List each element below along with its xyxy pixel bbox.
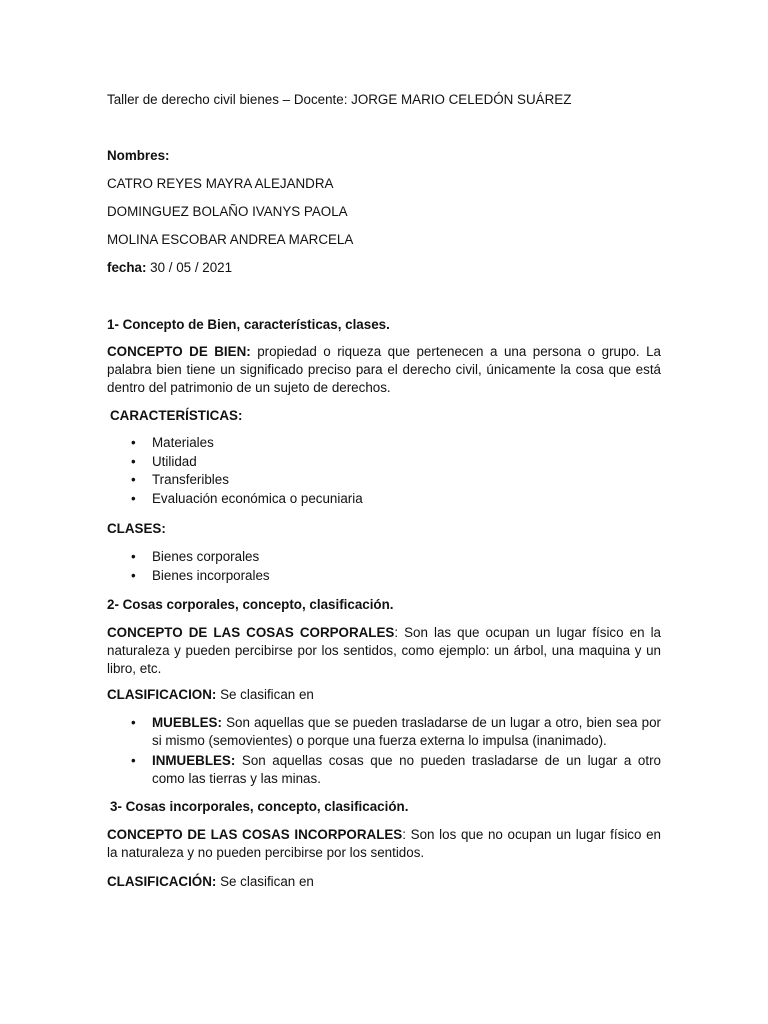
corporales-concept-paragraph bbox=[107, 624, 661, 678]
corporales-classification-list bbox=[107, 714, 661, 788]
classification-label: CLASIFICACION: bbox=[107, 687, 217, 702]
student-name-1: CATRO REYES MAYRA ALEJANDRA bbox=[107, 176, 334, 191]
bien-concept-label: CONCEPTO DE BIEN: bbox=[107, 344, 251, 359]
classification-text: Se clasifican en bbox=[216, 874, 314, 889]
classification-line-incorporales bbox=[107, 873, 314, 891]
characteristics-label: CARACTERÍSTICAS: bbox=[110, 408, 243, 423]
incorporales-concept-label: CONCEPTO DE LAS COSAS INCORPORALES bbox=[107, 827, 403, 842]
date-label: fecha: bbox=[107, 260, 147, 275]
bien-concept-text: propiedad o riqueza que pertenecen a una persona o grupo. La palabra bien tiene un significado preciso para el derecho civil, únicamente la cosa que está dentro del patrimonio de un sujeto de derechos. bbox=[107, 344, 661, 395]
document-header: Taller de derecho civil bienes – Docente: JORGE MARIO CELEDÓN SUÁREZ bbox=[107, 92, 572, 107]
bullet-icon: • bbox=[131, 549, 136, 564]
classes-list bbox=[107, 548, 661, 585]
student-name-2: DOMINGUEZ BOLAÑO IVANYS PAOLA bbox=[107, 204, 348, 219]
bullet-icon: • bbox=[131, 753, 136, 768]
corporales-concept-label: CONCEPTO DE LAS COSAS CORPORALES bbox=[107, 625, 395, 640]
bullet-icon: • bbox=[131, 715, 136, 730]
names-label: Nombres: bbox=[107, 148, 170, 163]
student-name-3: MOLINA ESCOBAR ANDREA MARCELA bbox=[107, 232, 354, 247]
list-item: • Bienes incorporales bbox=[107, 567, 661, 586]
bullet-icon: • bbox=[131, 490, 136, 506]
bien-concept-paragraph bbox=[107, 343, 661, 397]
list-item: • Materiales bbox=[107, 434, 661, 453]
date-line bbox=[107, 259, 232, 277]
bullet-icon: • bbox=[131, 453, 136, 469]
bullet-icon: • bbox=[131, 472, 136, 488]
classification-label: CLASIFICACIÓN: bbox=[107, 874, 217, 889]
incorporales-concept-paragraph bbox=[107, 826, 661, 862]
incorporales-concept-text: : Son los que no ocupan un lugar físico en la naturaleza y no pueden percibirse por los sentidos. bbox=[107, 827, 662, 860]
classes-label: CLASES: bbox=[107, 521, 166, 536]
list-item: • Transferibles bbox=[107, 471, 661, 490]
characteristics-list bbox=[107, 434, 661, 508]
list-item: • MUEBLES: Son aquellas que se pueden trasladarse de un lugar a otro, bien sea por si mismo (semovientes) o porque una fuerza externa lo impulsa (inanimado). bbox=[131, 715, 661, 748]
bullet-icon: • bbox=[131, 567, 136, 583]
classification-line-corporales bbox=[107, 686, 314, 704]
list-item: • Bienes corporales bbox=[107, 548, 661, 567]
list-item: • Evaluación económica o pecuniaria bbox=[107, 490, 661, 509]
list-item: • INMUEBLES: Son aquellas cosas que no pueden trasladarse de un lugar a otro como las tierras y las minas. bbox=[131, 753, 661, 786]
bullet-icon: • bbox=[131, 435, 136, 450]
date-value: 30 / 05 / 2021 bbox=[146, 260, 233, 275]
section-2-title: 2- Cosas corporales, concepto, clasificación. bbox=[107, 597, 394, 612]
section-1-title: 1- Concepto de Bien, características, clases. bbox=[107, 317, 390, 332]
classification-text: Se clasifican en bbox=[216, 687, 314, 702]
section-3-title: 3- Cosas incorporales, concepto, clasificación. bbox=[110, 799, 409, 814]
corporales-concept-text: : Son las que ocupan un lugar físico en la naturaleza y pueden percibirse por los sentidos, como ejemplo: un árbol, una maquina y un libro, etc. bbox=[107, 625, 661, 676]
list-item: • Utilidad bbox=[107, 453, 661, 472]
